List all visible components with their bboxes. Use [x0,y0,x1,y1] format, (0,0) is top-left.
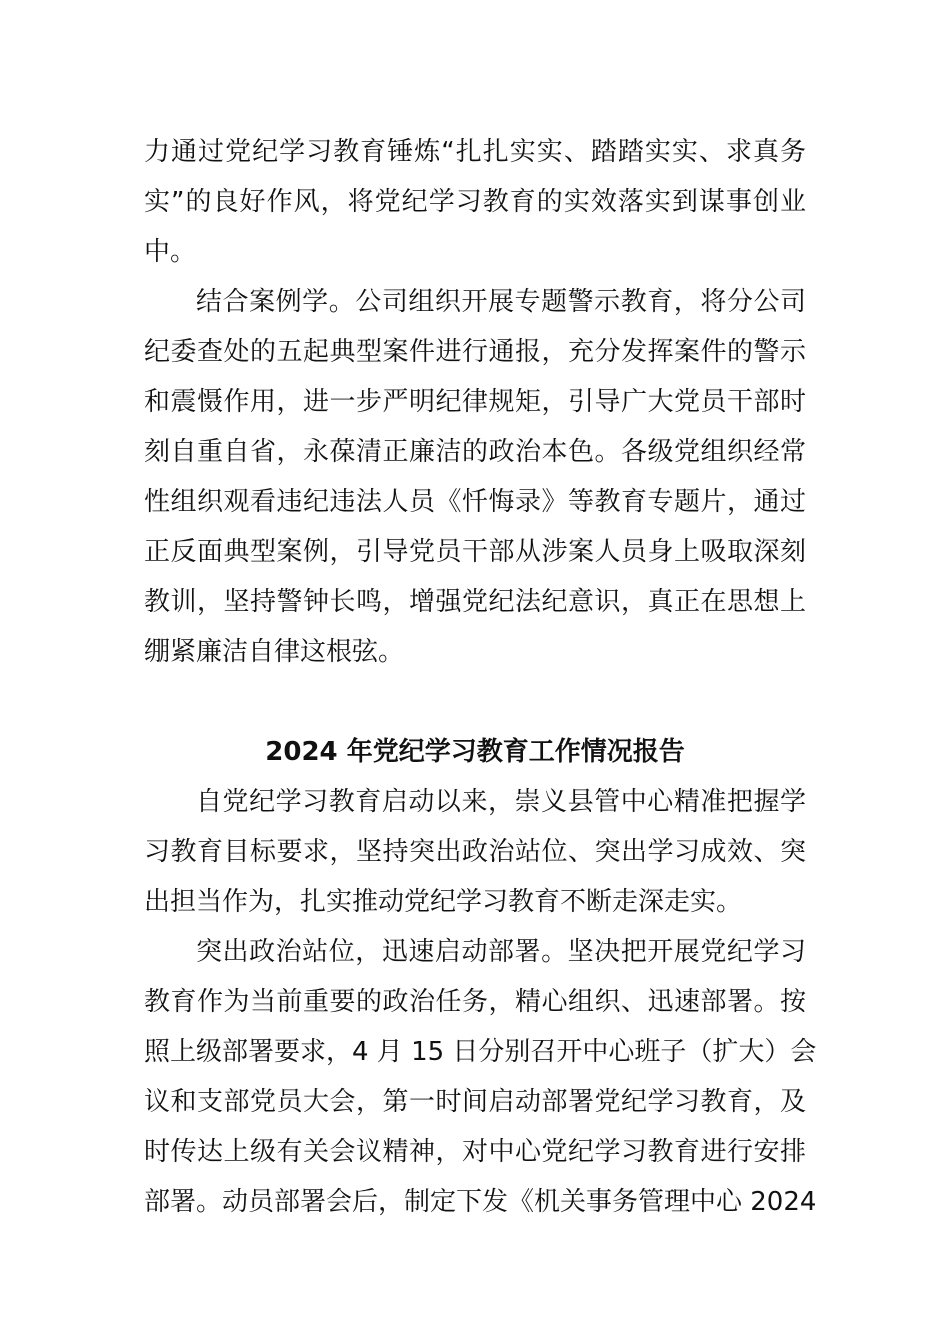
text-line: 时传达上级有关会议精神，对中心党纪学习教育进行安排 [144,1137,806,1167]
body-paragraph [144,277,806,677]
text-line: 力通过党纪学习教育锤炼“扎扎实实、踏踏实实、求真务 [144,137,806,167]
text-line: 突出政治站位，迅速启动部署。坚决把开展党纪学习 [196,937,806,967]
text-line: 结合案例学。公司组织开展专题警示教育，将分公司 [196,287,806,317]
text-line: 正反面典型案例，引导党员干部从涉案人员身上吸取深刻 [144,537,806,567]
text-line: 出担当作为，扎实推动党纪学习教育不断走深走实。 [144,887,743,917]
body-paragraph [144,777,806,927]
text-line: 教育作为当前重要的政治任务，精心组织、迅速部署。按 [144,987,806,1017]
text-line: 习教育目标要求，坚持突出政治站位、突出学习成效、突 [144,837,806,867]
report-title: 2024 年党纪学习教育工作情况报告 [265,737,685,767]
body-paragraph [144,127,806,277]
text-line: 绷紧廉洁自律这根弦。 [144,637,405,667]
text-line: 刻自重自省，永葆清正廉洁的政治本色。各级党组织经常 [144,437,806,467]
text-line: 部署。动员部署会后，制定下发《机关事务管理中心 2024 [144,1187,817,1217]
text-line: 自党纪学习教育启动以来，崇义县管中心精准把握学 [196,787,806,817]
text-line: 和震慑作用，进一步严明纪律规矩，引导广大党员干部时 [144,387,806,417]
text-line: 教训，坚持警钟长鸣，增强党纪法纪意识，真正在思想上 [144,587,806,617]
text-line: 性组织观看违纪违法人员《忏悔录》等教育专题片，通过 [144,487,806,517]
document-body [144,127,817,1227]
section-spacer [144,677,806,727]
text-line: 实”的良好作风，将党纪学习教育的实效落实到谋事创业 [144,187,806,217]
text-line: 议和支部党员大会，第一时间启动部署党纪学习教育，及 [144,1087,806,1117]
text-line: 中。 [144,237,197,267]
body-paragraph [144,927,817,1227]
text-line: 照上级部署要求，4 月 15 日分别召开中心班子（扩大）会 [144,1037,817,1067]
text-line: 纪委查处的五起典型案件进行通报，充分发挥案件的警示 [144,337,806,367]
